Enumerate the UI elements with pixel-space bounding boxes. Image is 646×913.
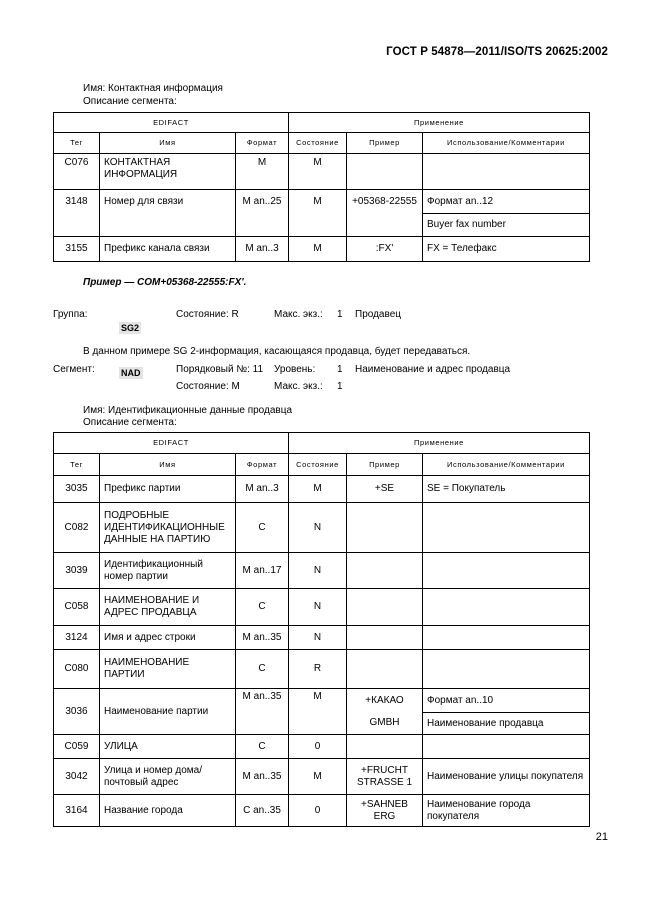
cell-status: 0 xyxy=(289,795,347,827)
cell-tag: 3036 xyxy=(54,689,100,735)
cell-name: Идентификационный номер партии xyxy=(100,553,236,589)
cell-tag: 3155 xyxy=(54,237,100,262)
cell-format: М an..25 xyxy=(236,190,289,214)
cell-comment: Наименование улицы покупателя xyxy=(423,759,590,795)
cell-comment xyxy=(423,503,590,553)
cell-example: +FRUCHT STRASSE 1 xyxy=(347,759,423,795)
cell-status: М xyxy=(289,759,347,795)
segment-tag: NAD xyxy=(121,368,141,378)
cell-comment: Наименование города покупателя xyxy=(423,795,590,827)
cell-example: +05368-22555 xyxy=(347,190,423,214)
cell-comment: SE = Покупатель xyxy=(423,476,590,503)
cell-format: М an..35 xyxy=(236,759,289,795)
col-header-tag: Тег xyxy=(54,454,100,476)
segment-name-line-2: Имя: Идентификационные данные продавца xyxy=(83,405,293,416)
table-row xyxy=(54,237,590,262)
cell-name: УЛИЦА xyxy=(100,735,236,759)
col-header-tag: Тег xyxy=(54,133,100,154)
cell-tag: 3035 xyxy=(54,476,100,503)
group-header-application: Применение xyxy=(289,433,590,454)
table-row xyxy=(54,795,590,827)
segment-seq: Порядковый №: 11 xyxy=(176,364,264,375)
cell-tag: C076 xyxy=(54,154,100,190)
cell-tag: C080 xyxy=(54,650,100,689)
cell-status: М xyxy=(289,154,347,190)
cell-example xyxy=(347,589,423,626)
cell-name: ПОДРОБНЫЕ ИДЕНТИФИКАЦИОННЫЕ ДАННЫЕ НА ПАРТИЮ xyxy=(100,503,236,553)
col-header-name: Имя xyxy=(100,133,236,154)
table-column-header xyxy=(54,454,590,476)
cell-format: М an..17 xyxy=(236,553,289,589)
group-header-edifact: EDIFACT xyxy=(54,113,289,133)
cell-tag: C058 xyxy=(54,589,100,626)
cell-comment: Buyer fax number xyxy=(423,214,590,237)
table-row xyxy=(54,735,590,759)
cell-format: М an..35 xyxy=(236,689,289,735)
table-column-header xyxy=(54,133,590,154)
cell-tag: C082 xyxy=(54,503,100,553)
cell-format: М an..35 xyxy=(236,626,289,650)
cell-name: Имя и адрес строки xyxy=(100,626,236,650)
cell-format: С xyxy=(236,735,289,759)
cell-status: N xyxy=(289,626,347,650)
cell-name: Префикс партии xyxy=(100,476,236,503)
table-row xyxy=(54,626,590,650)
cell-example xyxy=(347,154,423,190)
cell-name: НАИМЕНОВАНИЕ И АДРЕС ПРОДАВЦА xyxy=(100,589,236,626)
group-name: Продавец xyxy=(355,309,401,320)
col-header-comment: Использование/Комментарии xyxy=(423,133,590,154)
cell-comment xyxy=(423,626,590,650)
group-max-label: Макс. экз.: xyxy=(274,309,323,320)
cell-name: КОНТАКТНАЯ ИНФОРМАЦИЯ xyxy=(100,154,236,190)
standard-header: ГОСТ Р 54878—2011/ISO/TS 20625:2002 xyxy=(386,46,608,58)
col-header-format: Формат xyxy=(236,133,289,154)
group-label: Группа: xyxy=(53,309,88,320)
table-row xyxy=(54,476,590,503)
segment-name: Наименование и адрес продавца xyxy=(355,364,511,375)
col-header-format: Формат xyxy=(236,454,289,476)
cell-status: 0 xyxy=(289,735,347,759)
cell-example: +КАКАО xyxy=(347,689,423,713)
col-header-example: Пример xyxy=(347,133,423,154)
cell-status: М xyxy=(289,190,347,214)
cell-example: :FX' xyxy=(347,237,423,262)
table-row xyxy=(54,503,590,553)
cell-comment xyxy=(423,589,590,626)
cell-tag: 3164 xyxy=(54,795,100,827)
cell-tag: 3039 xyxy=(54,553,100,589)
cell-tag: 3042 xyxy=(54,759,100,795)
cell-tag: C059 xyxy=(54,735,100,759)
group-max-value: 1 xyxy=(337,309,343,320)
table-row xyxy=(54,154,590,190)
col-header-comment: Использование/Комментарии xyxy=(423,454,590,476)
cell-example xyxy=(347,650,423,689)
cell-comment: Формат an..12 xyxy=(423,190,590,214)
cell-status: М xyxy=(289,689,347,735)
cell-name: Номер для связи xyxy=(100,190,236,214)
cell-status: N xyxy=(289,553,347,589)
cell-example: +SAHNEB ERG xyxy=(347,795,423,827)
cell-format: С an..35 xyxy=(236,795,289,827)
segment-label: Сегмент: xyxy=(53,364,95,375)
example-line: Пример — COM+05368-22555:FX'. xyxy=(83,277,247,288)
cell-name: НАИМЕНОВАНИЕ ПАРТИИ xyxy=(100,650,236,689)
cell-status: R xyxy=(289,650,347,689)
table-row xyxy=(54,553,590,589)
segment-table-2 xyxy=(53,432,590,827)
cell-comment: Формат an..10 xyxy=(423,689,590,713)
table-row xyxy=(54,689,590,713)
cell-format: С xyxy=(236,589,289,626)
segment-table-1 xyxy=(53,112,590,262)
segment-level-value: 1 xyxy=(337,364,343,375)
segment-desc-line-2: Описание сегмента: xyxy=(83,417,177,428)
cell-comment xyxy=(423,735,590,759)
group-status: Состояние: R xyxy=(176,309,239,320)
cell-comment: FX = Телефакс xyxy=(423,237,590,262)
table-row xyxy=(54,759,590,795)
cell-example xyxy=(347,735,423,759)
cell-comment xyxy=(423,650,590,689)
segment-max-label: Макс. экз.: xyxy=(274,381,323,392)
cell-example xyxy=(347,626,423,650)
table-row xyxy=(54,190,590,214)
cell-status: N xyxy=(289,503,347,553)
cell-comment: Наименование продавца xyxy=(423,713,590,735)
page-number: 21 xyxy=(595,831,608,843)
cell-format: С xyxy=(236,650,289,689)
cell-example: +SE xyxy=(347,476,423,503)
cell-tag: 3148 xyxy=(54,190,100,214)
table-row-continuation xyxy=(54,214,590,237)
table-group-header xyxy=(54,113,590,133)
table-row xyxy=(54,589,590,626)
cell-format: М an..3 xyxy=(236,237,289,262)
col-header-status: Состояние xyxy=(289,454,347,476)
cell-comment xyxy=(423,154,590,190)
segment-desc-line-1: Описание сегмента: xyxy=(83,96,177,107)
cell-format: М xyxy=(236,154,289,190)
description-paragraph: В данном примере SG 2-информация, касающаяся продавца, будет передаваться. xyxy=(83,346,471,357)
cell-name: Название города xyxy=(100,795,236,827)
cell-name: Наименование партии xyxy=(100,689,236,735)
col-header-name: Имя xyxy=(100,454,236,476)
col-header-status: Состояние xyxy=(289,133,347,154)
segment-level-label: Уровень: xyxy=(274,364,316,375)
table-row xyxy=(54,650,590,689)
segment-status: Состояние: М xyxy=(176,381,240,392)
cell-name: Префикс канала связи xyxy=(100,237,236,262)
segment-max-value: 1 xyxy=(337,381,343,392)
table-group-header xyxy=(54,433,590,454)
cell-example xyxy=(347,553,423,589)
segment-name-line-1: Имя: Контактная информация xyxy=(83,83,223,94)
cell-example xyxy=(347,503,423,553)
cell-format: С xyxy=(236,503,289,553)
cell-name: Улица и номер дома/почтовый адрес xyxy=(100,759,236,795)
cell-tag: 3124 xyxy=(54,626,100,650)
cell-format: М an..3 xyxy=(236,476,289,503)
cell-status: М xyxy=(289,476,347,503)
col-header-example: Пример xyxy=(347,454,423,476)
cell-example: GMBH xyxy=(347,713,423,735)
cell-status: N xyxy=(289,589,347,626)
cell-comment xyxy=(423,553,590,589)
group-tag: SG2 xyxy=(121,323,140,333)
group-header-edifact: EDIFACT xyxy=(54,433,289,454)
cell-status: М xyxy=(289,237,347,262)
group-header-application: Применение xyxy=(289,113,590,133)
